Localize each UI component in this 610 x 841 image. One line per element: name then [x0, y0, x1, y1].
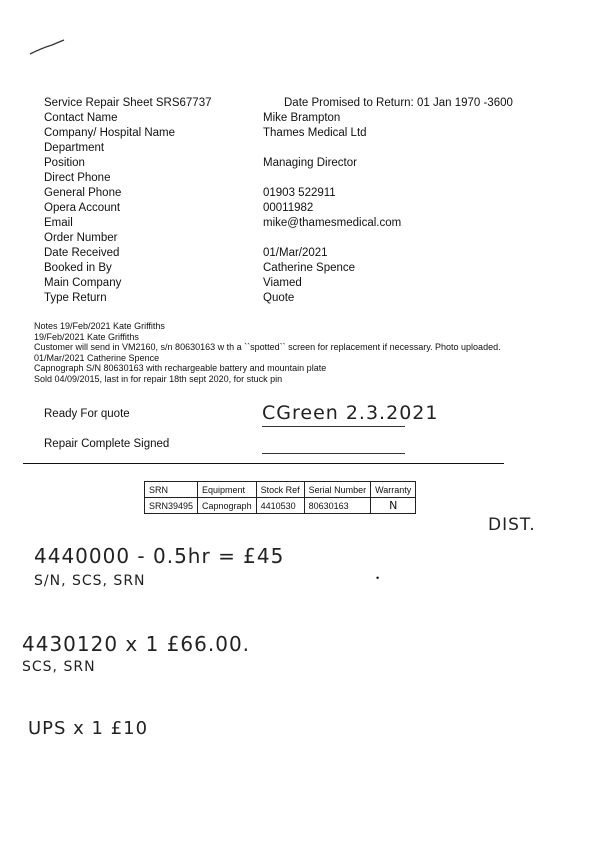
table-cell: Capnograph: [198, 498, 257, 514]
promised-value: 01 Jan 1970 -3600: [416, 97, 513, 109]
field-label: Position: [44, 157, 85, 169]
note-line: 19/Feb/2021 Kate Griffiths: [34, 331, 139, 342]
field-value: Catherine Spence: [263, 262, 356, 274]
ready-label: Ready For quote: [44, 408, 130, 420]
field-row: [44, 157, 564, 172]
table-cell: N: [371, 498, 416, 514]
field-value: 01903 522911: [263, 187, 336, 199]
field-value: 01/Mar/2021: [263, 247, 328, 259]
field-row: [44, 202, 564, 217]
column-header: Equipment: [198, 482, 257, 498]
handwritten-line: S/N, SCS, SRN: [34, 573, 146, 589]
column-header: Stock Ref: [256, 482, 304, 498]
field-label: Main Company: [44, 277, 122, 289]
field-label: Contact Name: [44, 112, 118, 124]
field-value: Managing Director: [263, 157, 357, 169]
field-row: [44, 217, 564, 232]
field-row: [44, 112, 564, 127]
column-header: SRN: [145, 482, 198, 498]
notes-block: [34, 321, 501, 385]
field-row: [44, 232, 564, 247]
field-label: Company/ Hospital Name: [44, 127, 176, 139]
table-row: [145, 498, 416, 514]
promised-label: Date Promised to Return:: [284, 97, 414, 109]
scan-speck: •: [376, 573, 380, 583]
signature-line: [262, 426, 405, 427]
signature-line: [262, 453, 405, 454]
handwritten-line: 4430120 x 1 £66.00.: [22, 632, 251, 656]
field-label: Email: [44, 217, 73, 229]
section-divider: [23, 463, 504, 464]
field-label: General Phone: [44, 187, 122, 199]
scan-mark: [28, 38, 68, 58]
note-line: Capnograph S/N 80630163 with rechargeable battery and mountain plate: [34, 363, 327, 374]
field-value: Viamed: [263, 277, 302, 289]
field-row: [44, 172, 564, 187]
field-label: Type Return: [44, 292, 107, 304]
field-label: Department: [44, 142, 105, 154]
field-value: Quote: [263, 292, 295, 304]
note-line: Sold 04/09/2015, last in for repair 18th sept 2020, for stuck pin: [34, 373, 283, 384]
handwritten-dist: DIST.: [488, 515, 536, 535]
field-row: [44, 277, 564, 292]
equipment-table: [144, 481, 416, 514]
table-header-row: [145, 482, 416, 498]
ready-signature: CGreen 2.3.2021: [262, 402, 439, 424]
field-value: 00011982: [263, 202, 314, 214]
field-row: [44, 127, 564, 142]
field-label: Direct Phone: [44, 172, 111, 184]
handwritten-line: UPS x 1 £10: [28, 718, 149, 739]
field-row: [44, 142, 564, 157]
complete-label: Repair Complete Signed: [44, 438, 170, 450]
field-value: Mike Brampton: [263, 112, 341, 124]
field-label: Order Number: [44, 232, 118, 244]
handwritten-line: 4440000 - 0.5hr = £45: [34, 544, 285, 568]
note-line: Notes 19/Feb/2021 Kate Griffiths: [34, 321, 165, 331]
column-header: Warranty: [371, 482, 416, 498]
field-label: Date Received: [44, 247, 120, 259]
note-line: Customer will send in VM2160, s/n 80630163 w th a ``spotted`` screen for replacement if necessary. Photo uploaded.: [34, 342, 501, 353]
field-label: Booked in By: [44, 262, 112, 274]
table-cell: 4410530: [256, 498, 304, 514]
table-cell: SRN39495: [145, 498, 198, 514]
field-label: Opera Account: [44, 202, 121, 214]
sheet-title: Service Repair Sheet SRS67737: [44, 97, 212, 109]
field-row: [44, 187, 564, 202]
field-value: mike@thamesmedical.com: [263, 217, 402, 229]
field-row: [44, 247, 564, 262]
field-row: [44, 262, 564, 277]
promised-date: [284, 97, 513, 109]
column-header: Serial Number: [304, 482, 371, 498]
table-cell: 80630163: [304, 498, 371, 514]
note-line: 01/Mar/2021 Catherine Spence: [34, 352, 160, 363]
handwritten-line: SCS, SRN: [22, 659, 96, 675]
field-value: Thames Medical Ltd: [263, 127, 367, 139]
field-row: [44, 292, 564, 307]
